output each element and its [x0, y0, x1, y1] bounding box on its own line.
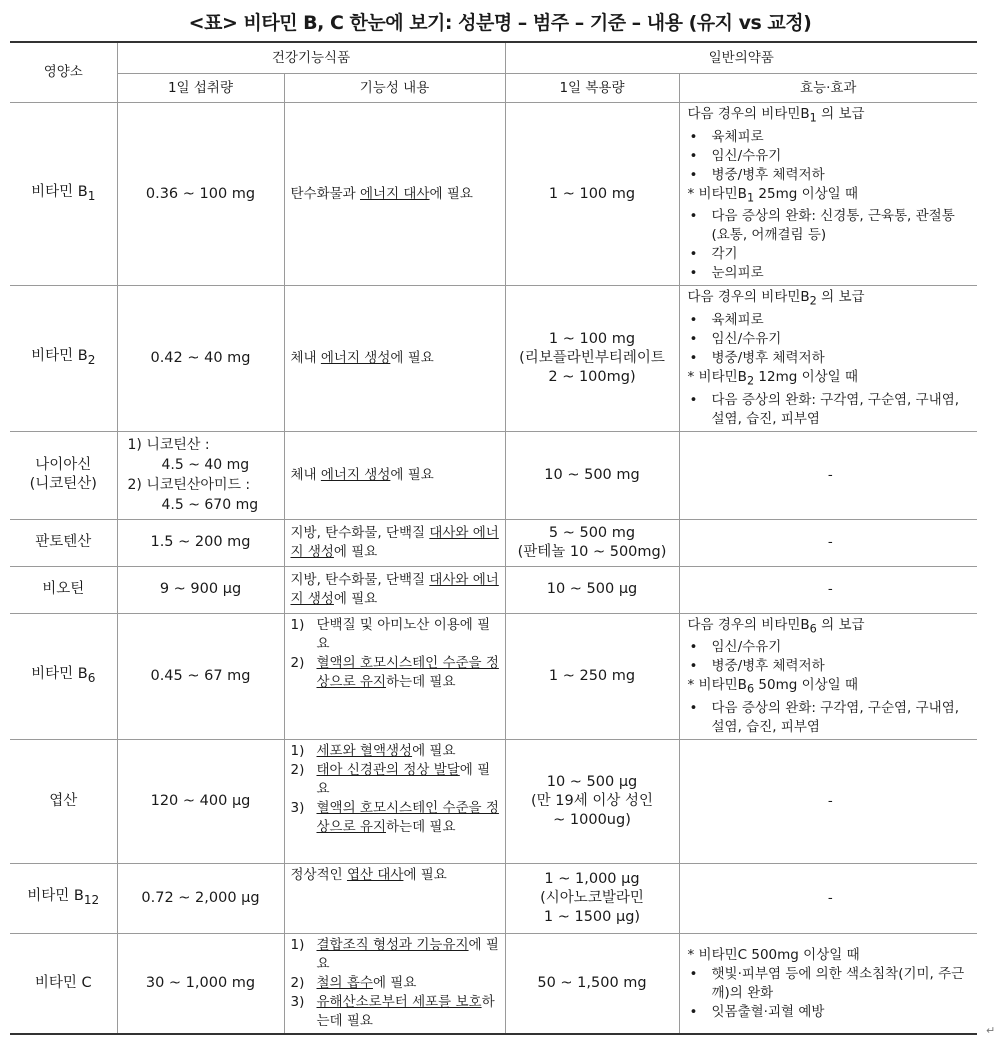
efficacy-text: - [679, 864, 977, 934]
header-health-food: 건강기능식품 [117, 42, 505, 74]
daily-intake: 0.36 ~ 100 mg [117, 103, 284, 286]
daily-intake: 9 ~ 900 μg [117, 566, 284, 613]
function-text: 정상적인 엽산 대사에 필요 [284, 864, 505, 934]
nutrient-name: 비타민 C [10, 934, 117, 1035]
function-text: 지방, 탄수화물, 단백질 대사와 에너지 생성에 필요 [284, 519, 505, 566]
daily-dose: 50 ~ 1,500 mg [505, 934, 679, 1035]
function-text: 탄수화물과 에너지 대사에 필요 [284, 103, 505, 286]
function-text: 1) 결합조직 형성과 기능유지에 필요 2) 철의 흡수에 필요 3) 유해산소로부터 세포를 보호하는데 필요 [284, 934, 505, 1035]
header-row [10, 42, 977, 74]
nutrient-name: 비타민 $B_1$ [10, 103, 117, 286]
efficacy-text: 다음 경우의 비타민$B_6$ 의 보급 • 임신/수유기 • 병중/병후 체력저하 * 비타민$B_6$ 50mg 이상일 때 • 다음 증상의 완화: 구각염, 구순염, 구내염, 설염, 습진, 피부염 [679, 613, 977, 739]
daily-intake: 0.45 ~ 67 mg [117, 613, 284, 739]
efficacy-text: 다음 경우의 비타민$B_1$ 의 보급 • 육체피로 • 임신/수유기 • 병중/병후 체력저하 * 비타민$B_1$ 25mg 이상일 때 • 다음 증상의 완화: 신경통, 근육통, 관절통(요통, 어깨결림 등) • 각기 • 눈의피로 [679, 103, 977, 286]
efficacy-text: - [679, 431, 977, 519]
header-daily-dose: 1일 복용량 [505, 74, 679, 103]
nutrient-name: 비타민 $B_2$ [10, 286, 117, 431]
table-row [10, 286, 977, 431]
table-row [10, 740, 977, 864]
subheader-row [10, 74, 977, 103]
function-text: 체내 에너지 생성에 필요 [284, 286, 505, 431]
nutrient-name: 엽산 [10, 740, 117, 864]
daily-intake: 0.42 ~ 40 mg [117, 286, 284, 431]
header-daily-intake: 1일 섭취량 [117, 74, 284, 103]
efficacy-text: - [679, 519, 977, 566]
table-row [10, 934, 977, 1035]
efficacy-text: - [679, 566, 977, 613]
daily-intake: 30 ~ 1,000 mg [117, 934, 284, 1035]
table-row [10, 519, 977, 566]
daily-dose: 5 ~ 500 mg (판테놀 10 ~ 500mg) [505, 519, 679, 566]
efficacy-text: 다음 경우의 비타민$B_2$ 의 보급 • 육체피로 • 임신/수유기 • 병중/병후 체력저하 * 비타민$B_2$ 12mg 이상일 때 • 다음 증상의 완화: 구각염, 구순염, 구내염, 설염, 습진, 피부염 [679, 286, 977, 431]
function-text: 지방, 탄수화물, 단백질 대사와 에너지 생성에 필요 [284, 566, 505, 613]
efficacy-text: - [679, 740, 977, 864]
table-row [10, 103, 977, 286]
header-function: 기능성 내용 [284, 74, 505, 103]
header-nutrient: 영양소 [10, 42, 117, 103]
daily-dose: 1 ~ 100 mg (리보플라빈부티레이트 2 ~ 100mg) [505, 286, 679, 431]
table-row [10, 864, 977, 934]
daily-dose: 1 ~ 250 mg [505, 613, 679, 739]
nutrient-name: 비오틴 [10, 566, 117, 613]
paragraph-mark-icon: ↵ [986, 1024, 996, 1037]
efficacy-text: * 비타민C 500mg 이상일 때 • 햇빛·피부염 등에 의한 색소침착(기미, 주근깨)의 완화 • 잇몸출혈·괴혈 예방 [679, 934, 977, 1035]
nutrient-name: 판토텐산 [10, 519, 117, 566]
header-otc: 일반의약품 [505, 42, 977, 74]
daily-dose: 1 ~ 100 mg [505, 103, 679, 286]
header-efficacy: 효능·효과 [679, 74, 977, 103]
daily-intake: 120 ~ 400 μg [117, 740, 284, 864]
nutrient-name: 비타민 $B_{12}$ [10, 864, 117, 934]
nutrient-name: 비타민 $B_6$ [10, 613, 117, 739]
table-row [10, 613, 977, 739]
daily-dose: 1 ~ 1,000 μg (시아노코발라민 1 ~ 1500 μg) [505, 864, 679, 934]
daily-dose: 10 ~ 500 μg [505, 566, 679, 613]
function-text: 체내 에너지 생성에 필요 [284, 431, 505, 519]
daily-intake: 1.5 ~ 200 mg [117, 519, 284, 566]
function-text: 1) 세포와 혈액생성에 필요 2) 태아 신경관의 정상 발달에 필요 3) 혈액의 호모시스테인 수준을 정상으로 유지하는데 필요 [284, 740, 505, 864]
vitamin-table [10, 41, 977, 1035]
nutrient-name: 나이아신 (니코틴산) [10, 431, 117, 519]
daily-dose: 10 ~ 500 μg (만 19세 이상 성인 ~ 1000ug) [505, 740, 679, 864]
function-text: 1) 단백질 및 아미노산 이용에 필요 2) 혈액의 호모시스테인 수준을 정상으로 유지하는데 필요 [284, 613, 505, 739]
page-title: <표> 비타민 B, C 한눈에 보기: 성분명 – 범주 – 기준 – 내용 (유지 vs 교정) [188, 12, 812, 34]
daily-dose: 10 ~ 500 mg [505, 431, 679, 519]
daily-intake: 0.72 ~ 2,000 μg [117, 864, 284, 934]
table-row [10, 431, 977, 519]
daily-intake: 1) 니코틴산 : 4.5 ~ 40 mg 2) 니코틴산아미드 : 4.5 ~ 670 mg [117, 431, 284, 519]
table-row [10, 566, 977, 613]
